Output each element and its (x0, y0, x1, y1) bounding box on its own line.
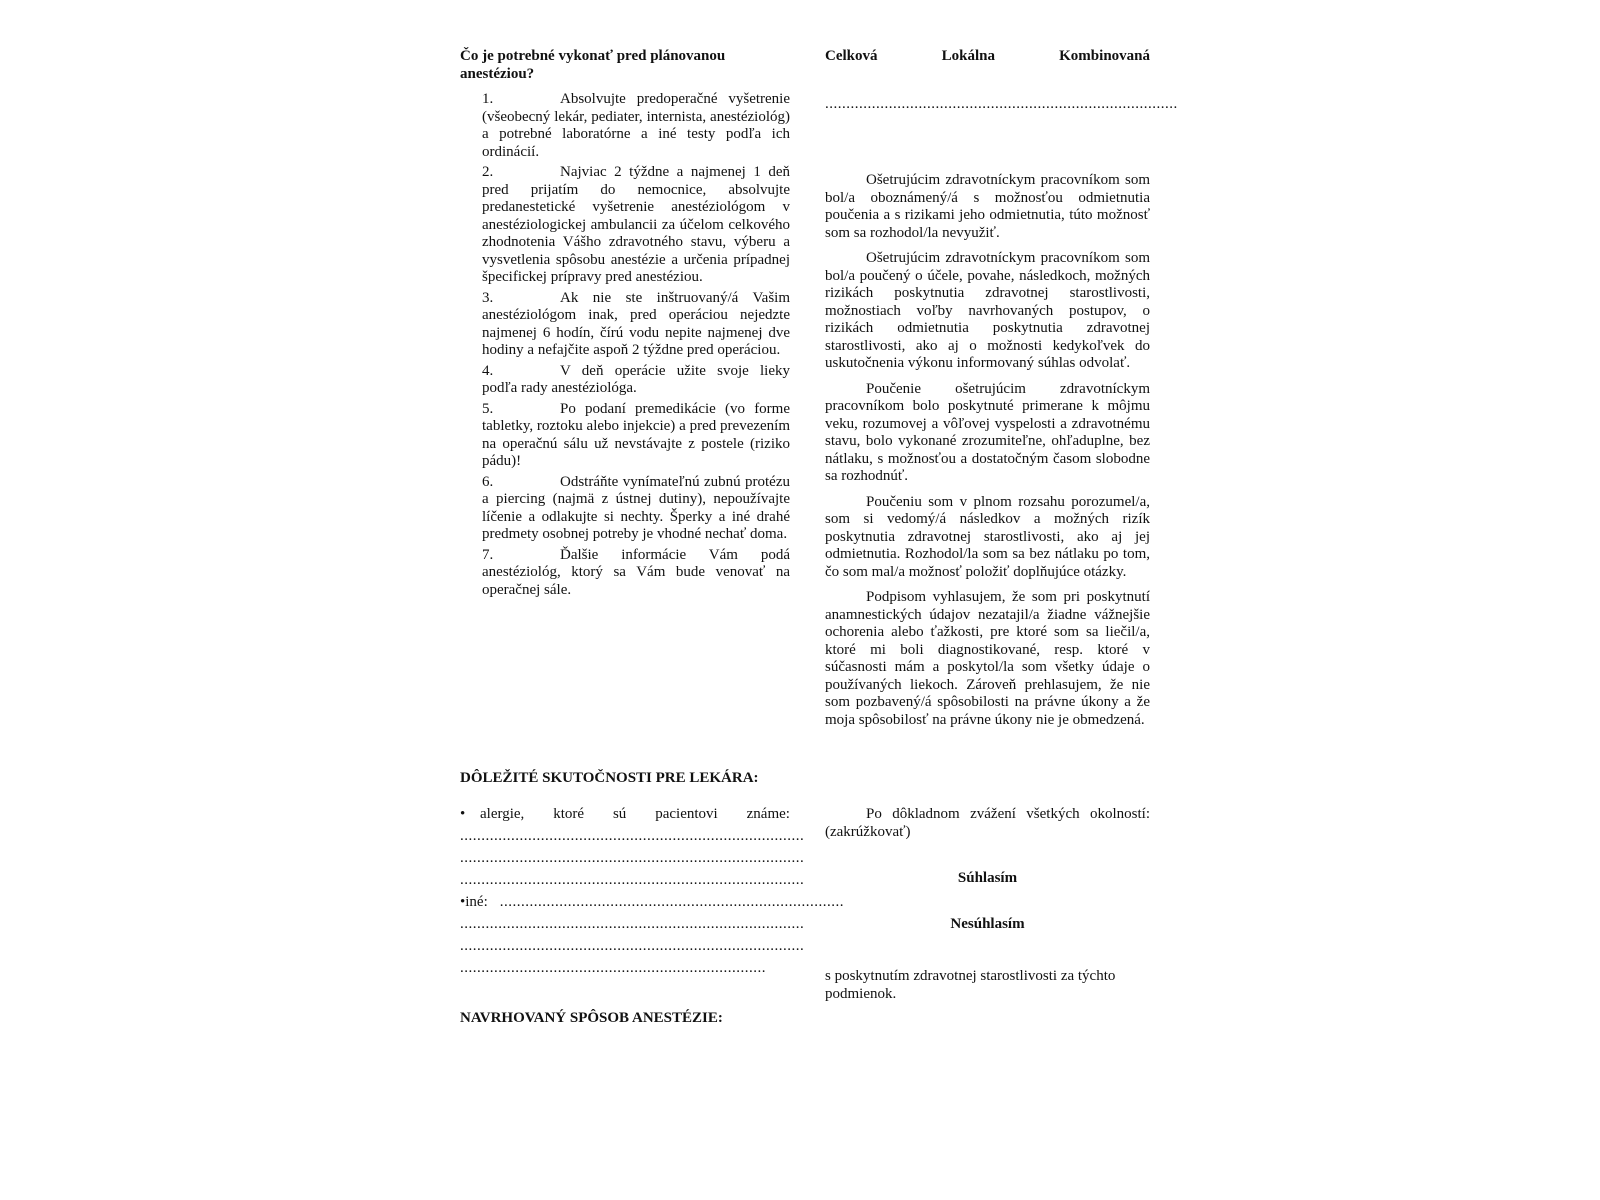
agree-option[interactable]: Súhlasím (957, 870, 1018, 886)
preparation-heading: Čo je potrebné vykonať pred plánovanou anestéziou? (460, 48, 726, 82)
other-label: iné: (465, 894, 488, 910)
doctor-facts-section (460, 806, 845, 982)
right-column (825, 48, 1178, 1002)
step-number: 6. (482, 473, 494, 490)
step-item (482, 363, 790, 398)
step-first-word: Ďalšie (560, 546, 599, 563)
other-row (460, 894, 845, 916)
step-first-word: Najviac (560, 164, 607, 180)
step-text: informácie Vám podá anestéziológ, ktorý sa Vám bude venovať na operačnej sále. (482, 546, 790, 598)
allergies-row (460, 806, 790, 828)
type-combined[interactable]: Kombinovaná (1059, 48, 1150, 64)
left-column (460, 48, 845, 1026)
step-number: 5. (482, 400, 494, 417)
step-first-word: Odstráňte (560, 473, 619, 490)
allergies-fill-line[interactable]: ................................................................................. (460, 872, 805, 888)
step-number: 7. (482, 546, 494, 563)
other-fill-line[interactable]: ................................................................................. (460, 938, 805, 954)
bullet-icon: • (460, 894, 466, 910)
step-text: deň operácie užite svoje lieky podľa rady anestéziológa. (482, 362, 790, 396)
consent-paragraph: Podpisom vyhlasujem, že som pri poskytnutí anamnestických údajov nezatajil/a žiadne vážnejšie ochorenia alebo ťažkosti, pre ktoré som sa liečil/a, ktoré mi boli diagnostikované, resp. ktoré v súčasnosti mám a poskytol/la som všetky údaje o používaných liekoch. Zároveň prehlasujem, že nie som pozbavený/á spôsobilosti na právne úkony a že moja spôsobilosť na právne úkony nie je obmedzená. (825, 589, 1150, 728)
other-fill-line[interactable]: ................................................................................. (460, 916, 805, 932)
step-first-word: Ak (560, 289, 579, 306)
allergies-word: ktoré (553, 806, 585, 822)
step-number: 1. (482, 91, 494, 107)
proposed-anesthesia-heading: NAVRHOVANÝ SPÔSOB ANESTÉZIE: (460, 1010, 723, 1026)
step-text: 2 týždne a najmenej 1 deň pred prijatím do nemocnice, absolvujte predanestetické vyšetrenie anestéziológom v anestéziologickej ambulancii za účelom celkového zhodnotenia Vášho zdravotného stavu, výberu a vysvetlenia spôsobu anestézie a určenia prípadnej špecifickej prípravy pred anestéziou. (482, 164, 790, 285)
consent-paragraph: Ošetrujúcim zdravotníckym pracovníkom som bol/a oboznámený/á s možnosťou odmietnutia poučenia a s rizikami jeho odmietnutia, túto možnosť som sa rozhodol/la nevyužiť. (825, 172, 1150, 241)
step-first-word: Absolvujte (560, 91, 626, 107)
step-number: 3. (482, 289, 494, 306)
step-text: podaní premedikácie (vo forme tabletky, roztoku alebo injekcie) a pred prevezením na operačnú sálu už nevstávajte z postele (riziko pádu)! (482, 400, 791, 469)
allergies-word: alergie, (480, 806, 525, 822)
step-item (482, 91, 790, 161)
type-general[interactable]: Celková (825, 48, 878, 64)
step-item (482, 290, 790, 360)
step-item (482, 474, 790, 544)
other-fill-line[interactable]: ........................................................................ (460, 960, 766, 976)
preparation-steps (460, 91, 790, 599)
allergies-fill-line[interactable]: ................................................................................. (460, 828, 805, 844)
step-number: 2. (482, 164, 494, 180)
consent-paragraph: Poučeniu som v plnom rozsahu porozumel/a, som si vedomý/á následkov a možných rizík poskytnutia zdravotnej starostlivosti, ako aj jej odmietnutia. Rozhodol/la som sa bez nátlaku po tom, čo som mal/a možnosť položiť doplňujúce otázky. (825, 493, 1150, 580)
weigh-instruction: Po dôkladnom zvážení všetkých okolností: (zakrúžkovať) (825, 806, 1150, 840)
step-text: vynímateľnú zubnú protézu a piercing (najmä z ústnej dutiny), nepoužívajte líčenie a odlakujte si nechty. Šperky a iné drahé predmety osobnej potreby je vhodné nechať doma. (482, 473, 790, 542)
step-text: nie ste inštruovaný/á Vašim anestéziológom inak, pred operáciou nejedzte najmenej 6 hodín, čírú vodu nepite najmenej dve hodiny a nefajčite aspoň 2 týždne pred operáciou. (482, 289, 790, 358)
allergies-fill-line[interactable]: ................................................................................. (460, 850, 805, 866)
step-item (482, 547, 790, 600)
step-text: predoperačné vyšetrenie (všeobecný lekár, pediater, internista, anestéziológ) a potrebné laboratórne a iné testy podľa ich ordinácií. (482, 91, 791, 160)
allergies-word: známe: (746, 806, 790, 822)
bullet-icon: • (460, 806, 466, 822)
conditions-text: s poskytnutím zdravotnej starostlivosti za týchto podmienok. (825, 968, 1116, 1002)
allergies-label (480, 806, 790, 824)
allergies-word: pacientovi (655, 806, 718, 822)
type-local[interactable]: Lokálna (941, 48, 995, 64)
step-first-word: V (560, 362, 571, 379)
step-first-word: Po (560, 400, 576, 417)
step-item (482, 401, 790, 471)
consent-paragraph: Poučenie ošetrujúcim zdravotníckym pracovníkom bolo poskytnuté primerane k môjmu veku, rozumovej a vôľovej vyspelosti a zdravotnému stavu, bolo vykonané zrozumiteľne, ohľaduplne, bez nátlaku, s možnosťou a dostatočným časom slobodne sa rozhodnúť. (825, 380, 1150, 484)
allergies-word: sú (612, 806, 627, 822)
anesthesia-types (825, 48, 1150, 66)
doctor-facts-heading: DÔLEŽITÉ SKUTOČNOSTI PRE LEKÁRA: (460, 770, 759, 786)
consent-paragraph: Ošetrujúcim zdravotníckym pracovníkom som bol/a poučený o účele, povahe, následkoch, možných rizikách poskytnutia zdravotnej starostlivosti, možnostiach voľby navrhovaných postupov, o rizikách odmietnutia poskytnutia zdravotnej starostlivosti, ako aj o možnosti kedykoľvek do uskutočnenia výkonu informovaný súhlas odvolať. (825, 250, 1150, 371)
consent-paragraphs (825, 172, 1150, 737)
disagree-option[interactable]: Nesúhlasím (950, 916, 1025, 932)
anesthesia-fill-line[interactable]: ................................................................................... (825, 95, 1178, 112)
other-fill-line[interactable]: ................................................................................. (499, 894, 845, 910)
step-item (482, 164, 790, 287)
step-number: 4. (482, 362, 494, 379)
